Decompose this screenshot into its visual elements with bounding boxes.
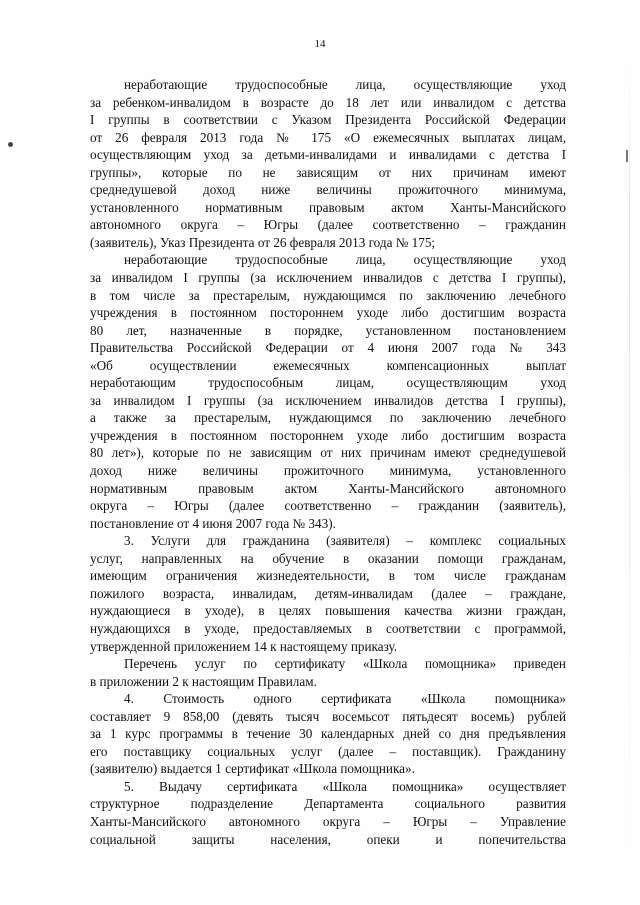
text-line: учреждения в постоянном постороннем уходе либо достигшим возраста bbox=[90, 427, 566, 443]
text-line: (заявителю) выдается 1 сертификат «Школа помощника». bbox=[90, 761, 415, 777]
text-line: I группы в соответствии с Указом Президента Российской Федерации bbox=[90, 112, 566, 128]
text-line: неработающим трудоспособным лицам, осуществляющим уход bbox=[90, 375, 566, 391]
text-line: за ребенком-инвалидом в возрасте до 18 лет или инвалидом с детства bbox=[90, 94, 566, 110]
text-line: (заявитель), Указ Президента от 26 февраля 2013 года № 175; bbox=[90, 234, 436, 250]
text-line: структурное подразделение Департамента социального развития bbox=[90, 796, 566, 812]
text-line: 80 лет»), которые по не зависящим от них причинам имеют среднедушевой bbox=[90, 445, 566, 461]
text-line: нуждающихся в уходе, предоставляемых в соответствии с программой, bbox=[90, 620, 566, 636]
text-line: «Об осуществлении ежемесячных компенсационных выплат bbox=[90, 357, 566, 373]
text-line: а также за престарелым, нуждающимся по заключению лечебного bbox=[90, 410, 566, 426]
text-line: 4. Стоимость одного сертификата «Школа помощника» bbox=[124, 691, 566, 707]
scan-mark-right bbox=[626, 150, 628, 162]
text-line: имеющим ограничения жизнедеятельности, в том числе гражданам bbox=[90, 568, 566, 584]
text-line: за инвалидом I группы (за исключением инвалидов с детства I группы), bbox=[90, 270, 566, 286]
document-body bbox=[90, 76, 566, 848]
text-line: пожилого возраста, инвалидам, детям-инвалидам (далее – граждане, bbox=[90, 585, 566, 601]
text-line: неработающие трудоспособные лица, осуществляющие уход bbox=[124, 77, 566, 92]
text-line: 3. Услуги для гражданина (заявителя) – комплекс социальных bbox=[124, 533, 566, 549]
text-line: постановление от 4 июня 2007 года № 343). bbox=[90, 515, 336, 531]
text-line: Ханты-Мансийского автономного округа – Югры – Управление bbox=[90, 813, 566, 829]
scan-edge-shadow bbox=[629, 60, 630, 860]
scan-mark-left bbox=[8, 142, 13, 147]
text-line: неработающие трудоспособные лица, осуществляющие уход bbox=[124, 252, 566, 268]
text-line: утвержденной приложением 14 к настоящему приказу. bbox=[90, 638, 398, 654]
text-line: услуг, направленных на обучение в оказании помощи гражданам, bbox=[90, 550, 566, 566]
text-line: в приложении 2 к настоящим Правилам. bbox=[90, 673, 317, 689]
text-line: от 26 февраля 2013 года № 175 «О ежемесячных выплатах лицам, bbox=[90, 129, 566, 145]
text-line: нуждающиеся в уходе), в целях повышения качества жизни граждан, bbox=[90, 603, 566, 619]
text-line: его поставщику социальных услуг (далее – поставщик). Гражданину bbox=[90, 743, 566, 759]
text-line: 80 лет, назначенные в порядке, установленном постановлением bbox=[90, 322, 566, 338]
text-line: за 1 курс программы в течение 30 календарных дней со дня предъявления bbox=[90, 726, 566, 742]
page-number: 14 bbox=[314, 38, 326, 50]
text-line: учреждения в постоянном постороннем уходе либо достигшим возраста bbox=[90, 305, 566, 321]
text-line: Правительства Российской Федерации от 4 июня 2007 года № 343 bbox=[90, 340, 566, 356]
text-line: автономного округа – Югры (далее соответственно – гражданин bbox=[90, 217, 566, 233]
text-line: социальной защиты населения, опеки и попечительства bbox=[90, 831, 566, 847]
text-line: нормативным правовым актом Ханты-Мансийского автономного bbox=[90, 480, 566, 496]
text-line: среднедушевой доход ниже величины прожиточного минимума, bbox=[90, 182, 566, 198]
text-line: составляет 9 858,00 (девять тысяч восемьсот пятьдесят восемь) рублей bbox=[90, 708, 566, 724]
text-line: группы», которые по не зависящим от них причинам имеют bbox=[90, 164, 566, 180]
text-line: в том числе за престарелым, нуждающимся по заключению лечебного bbox=[90, 287, 566, 303]
text-line: осуществляющим уход за детьми-инвалидами и инвалидами с детства I bbox=[90, 147, 566, 163]
text-line: Перечень услуг по сертификату «Школа помощника» приведен bbox=[124, 656, 566, 672]
text-line: 5. Выдачу сертификата «Школа помощника» осуществляет bbox=[124, 778, 566, 794]
text-line: округа – Югры (далее соответственно – гражданин (заявитель), bbox=[90, 498, 566, 514]
text-line: установленного нормативным правовым актом Ханты-Мансийского bbox=[90, 199, 566, 215]
text-line: за инвалидом I группы (за исключением инвалидов детства I группы), bbox=[90, 392, 566, 408]
text-line: доход ниже величины прожиточного минимума, установленного bbox=[90, 463, 566, 479]
